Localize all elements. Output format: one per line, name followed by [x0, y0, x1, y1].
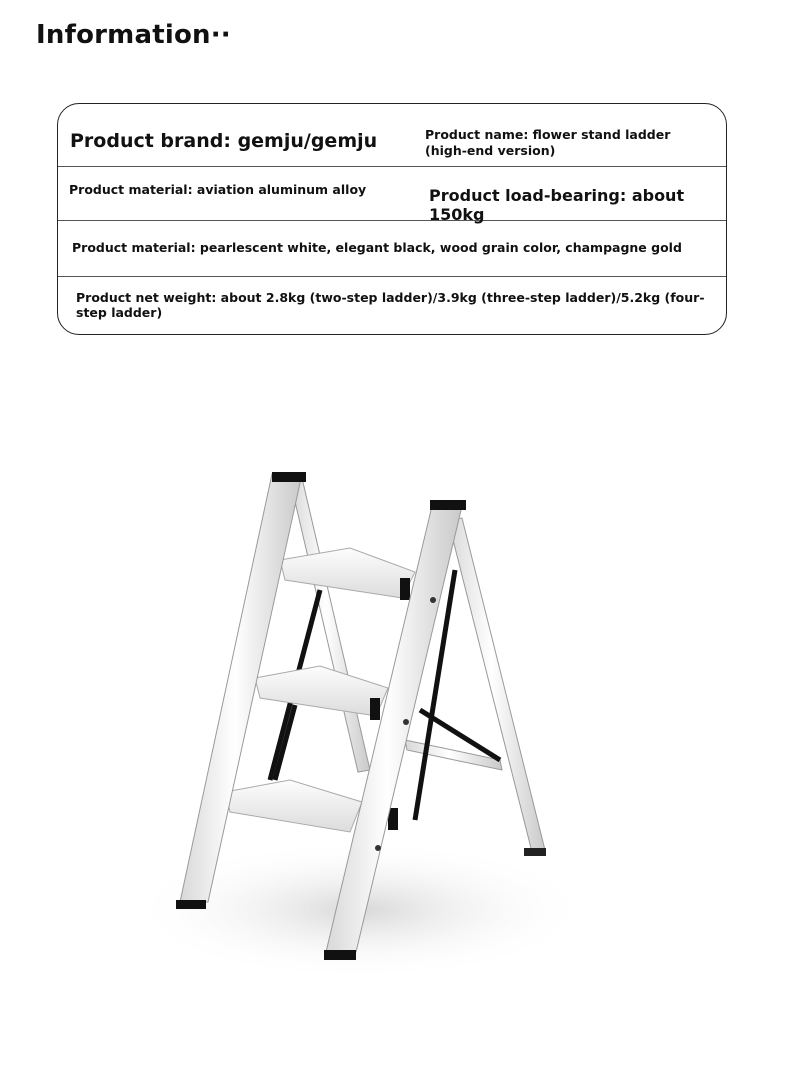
- step-hinge: [370, 698, 380, 720]
- spec-brand: Product brand: gemju/gemju: [70, 130, 378, 152]
- rivet: [375, 845, 381, 851]
- spec-material: Product material: aviation aluminum alloy: [69, 182, 367, 197]
- spec-row: [58, 220, 726, 277]
- leg-foot: [176, 900, 206, 909]
- spec-row: [58, 276, 726, 335]
- step-middle: [255, 666, 388, 716]
- spec-row: [58, 104, 726, 167]
- rear-leg-right: [448, 518, 545, 852]
- spec-load-bearing: Product load-bearing: about 150kg: [429, 186, 685, 224]
- page-title: Information··: [36, 20, 231, 50]
- rivet: [430, 597, 436, 603]
- spec-name: Product name: flower stand ladder (high-end version): [425, 127, 671, 158]
- leg-cap: [272, 472, 306, 482]
- rear-foot: [524, 848, 546, 856]
- step-top: [280, 548, 415, 598]
- step-hinge: [400, 578, 410, 600]
- leg-cap: [430, 500, 466, 510]
- spec-row: [58, 166, 726, 224]
- rivet: [403, 719, 409, 725]
- step-bottom: [225, 780, 362, 832]
- rear-leg-left: [290, 478, 370, 772]
- step-ladder-icon: [120, 440, 640, 1000]
- spec-net-weight: Product net weight: about 2.8kg (two-step ladder)/3.9kg (three-step ladder)/5.2kg (four-step ladder): [76, 290, 705, 320]
- leg-foot: [324, 950, 356, 960]
- spec-colors: Product material: pearlescent white, elegant black, wood grain color, champagne gold: [72, 240, 682, 255]
- spec-table: [57, 103, 727, 335]
